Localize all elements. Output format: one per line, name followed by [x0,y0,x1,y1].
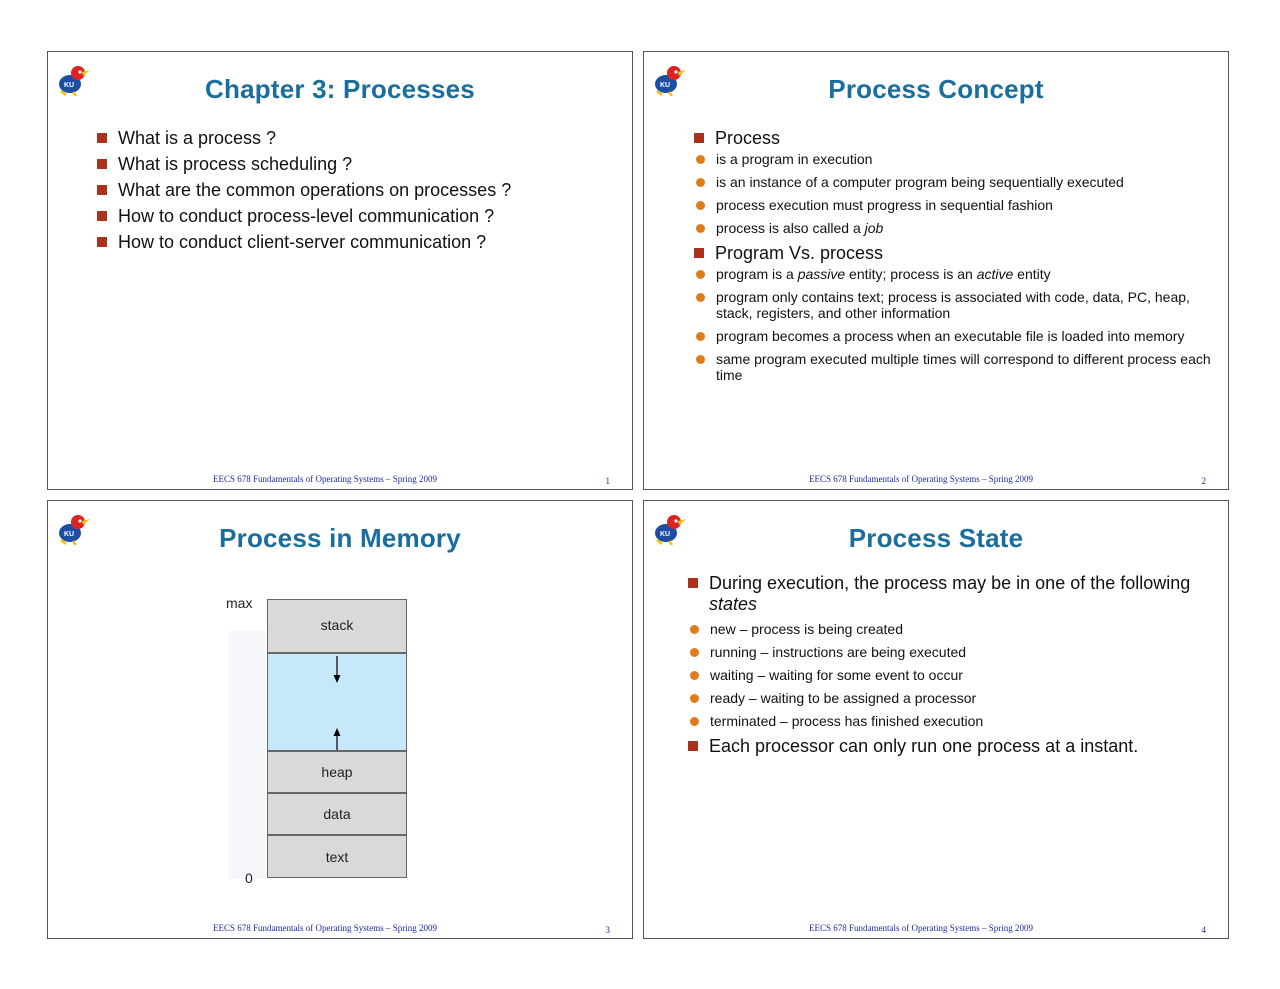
slide-1 [47,51,633,490]
slide-title: Process Concept [828,74,1044,104]
slide-title: Process in Memory [219,523,461,553]
text-segment: text [267,835,407,878]
page-number: 2 [1201,476,1206,486]
page-number: 3 [605,925,610,935]
slide-footer: EECS 678 Fundamentals of Operating Systems – Spring 2009 [809,923,1033,933]
svg-text:KU: KU [64,531,75,538]
slide-2 [643,51,1229,490]
slide-title: Process State [848,523,1024,553]
sub-list-item: new – process is being created [686,621,1206,637]
free-space-segment [267,653,407,751]
sub-list-item [692,266,1212,282]
list-item: What are the common operations on processes ? [95,180,511,201]
item-emphasis: states [709,594,758,614]
stack-segment: stack [267,599,407,653]
list-item: Program Vs. process [692,243,1212,264]
list-item [686,573,1206,615]
slide-title: Chapter 3: Processes [205,74,475,104]
list-item: What is a process ? [95,128,511,149]
sub-list-item: is an instance of a computer program being sequentially executed [692,174,1212,190]
sub-list-item: terminated – process has finished execution [686,713,1206,729]
sub-list-item: running – instructions are being executed [686,644,1206,660]
state-list [686,573,1206,763]
concept-list [692,128,1212,390]
heap-segment: heap [267,751,407,793]
sub-list-item [692,220,1212,236]
list-item: What is process scheduling ? [95,154,511,175]
slide-footer: EECS 678 Fundamentals of Operating Systems – Spring 2009 [213,474,437,484]
item-text: program is a [716,266,798,282]
list-item: How to conduct process-level communication ? [95,206,511,227]
item-emphasis: active [976,266,1014,282]
slide-footer: EECS 678 Fundamentals of Operating Systems – Spring 2009 [213,923,437,933]
list-item: Process [692,128,1212,149]
slide-3 [47,500,633,939]
diagram-shadow [228,631,266,879]
svg-text:KU: KU [64,82,75,89]
item-emphasis: passive [797,266,846,282]
sub-list-item: is a program in execution [692,151,1212,167]
slide-4 [643,500,1229,939]
list-item: Each processor can only run one process at a instant. [686,736,1206,757]
item-text: process is also called a [716,220,865,236]
sub-list-item: program becomes a process when an executable file is loaded into memory [692,328,1212,344]
item-emphasis: job [864,220,884,236]
growth-arrows-icon [330,654,344,752]
item-text: entity [1013,266,1051,282]
item-text: During execution, the process may be in one of the following [709,573,1191,593]
max-label: max [226,595,253,611]
sub-list-item: process execution must progress in sequential fashion [692,197,1212,213]
sub-list-item: same program executed multiple times will correspond to different process each time [692,351,1212,383]
page-number: 4 [1201,925,1206,935]
list-item: How to conduct client-server communication ? [95,232,511,253]
sub-list-item: ready – waiting to be assigned a processor [686,690,1206,706]
data-segment: data [267,793,407,835]
sub-list-item: program only contains text; process is associated with code, data, PC, heap, stack, registers, and other information [692,289,1212,321]
zero-label: 0 [245,870,253,886]
page-number: 1 [605,476,610,486]
svg-text:KU: KU [660,531,671,538]
slide-footer: EECS 678 Fundamentals of Operating Systems – Spring 2009 [809,474,1033,484]
topic-list [95,128,511,258]
item-text: entity; process is an [845,266,977,282]
sub-list-item: waiting – waiting for some event to occur [686,667,1206,683]
svg-text:KU: KU [660,82,671,89]
